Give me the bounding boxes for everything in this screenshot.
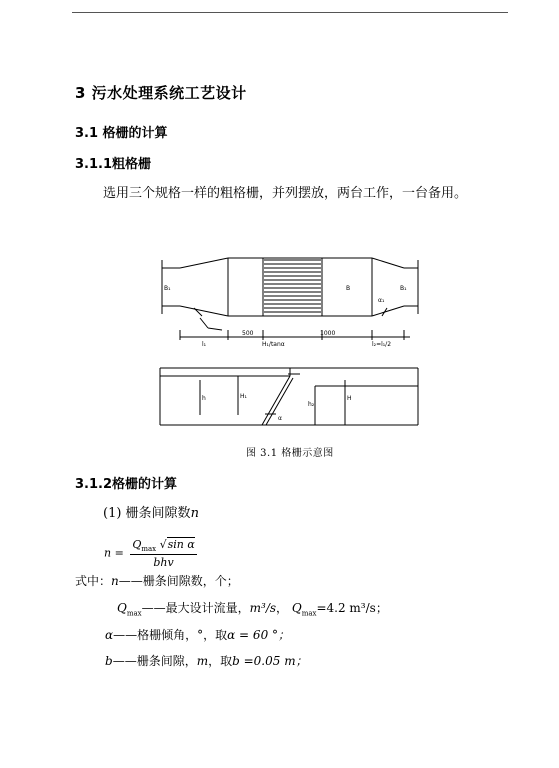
subsection-heading-coarse-screen: 3.1.1粗格栅 xyxy=(75,157,152,172)
header-rule xyxy=(72,12,508,13)
h2-label: h₂ xyxy=(308,401,315,408)
b1-left-label: B₁ xyxy=(164,285,171,292)
gap-count-formula xyxy=(104,538,197,569)
l1-label: l₁ xyxy=(202,341,207,348)
formula-fraction xyxy=(130,538,197,569)
item-variable: n xyxy=(190,506,199,521)
item-bar-gap-count xyxy=(103,502,199,521)
alpha1-label: α₁ xyxy=(378,297,385,304)
definition-alpha: α——格栅倾角，°，取α = 60 °； xyxy=(105,628,291,642)
section-heading: 3.1 格栅的计算 xyxy=(75,126,168,141)
figure-caption: 图 3.1 格栅示意图 xyxy=(246,448,334,459)
formula-denominator: bhv xyxy=(153,556,174,570)
h-label: h xyxy=(202,395,206,402)
definition-qmax: $Q_{max}——$最大设计流量，m³/s， $Q_{max}=4.2$ m³/s； xyxy=(117,601,388,618)
dim-500-label: 500 xyxy=(242,330,254,337)
b1-right-label: B₁ xyxy=(400,285,407,292)
formula-numerator: $Q_{max}$ √sin α xyxy=(132,538,195,554)
item-label: (1) 栅条间隙数 xyxy=(103,506,191,521)
definition-b: b——栅条间隙，m，取b =0.05 m； xyxy=(105,654,308,668)
definition-n: 式中：n——栅条间隙数，个； xyxy=(75,574,239,588)
dim-1000-label: 1000 xyxy=(320,330,336,337)
b-label: B xyxy=(346,285,351,292)
H-label: H xyxy=(347,395,352,402)
formula-lhs: n = xyxy=(104,546,124,560)
l2-label: l₂=l₁/2 xyxy=(372,341,392,348)
h-over-tan-label: H₁/tanα xyxy=(262,341,285,348)
paragraph-coarse-screen: 选用三个规格一样的粗格栅，并列摆放，两台工作，一台备用。 xyxy=(103,186,468,201)
alpha-label: α xyxy=(278,415,282,422)
subsection-heading-screen-calc: 3.1.2格栅的计算 xyxy=(75,477,178,492)
inclined-screen xyxy=(262,376,290,425)
screen-diagram xyxy=(150,250,420,440)
chapter-heading: 3 污水处理系统工艺设计 xyxy=(75,84,247,102)
H1-label: H₁ xyxy=(240,393,247,400)
